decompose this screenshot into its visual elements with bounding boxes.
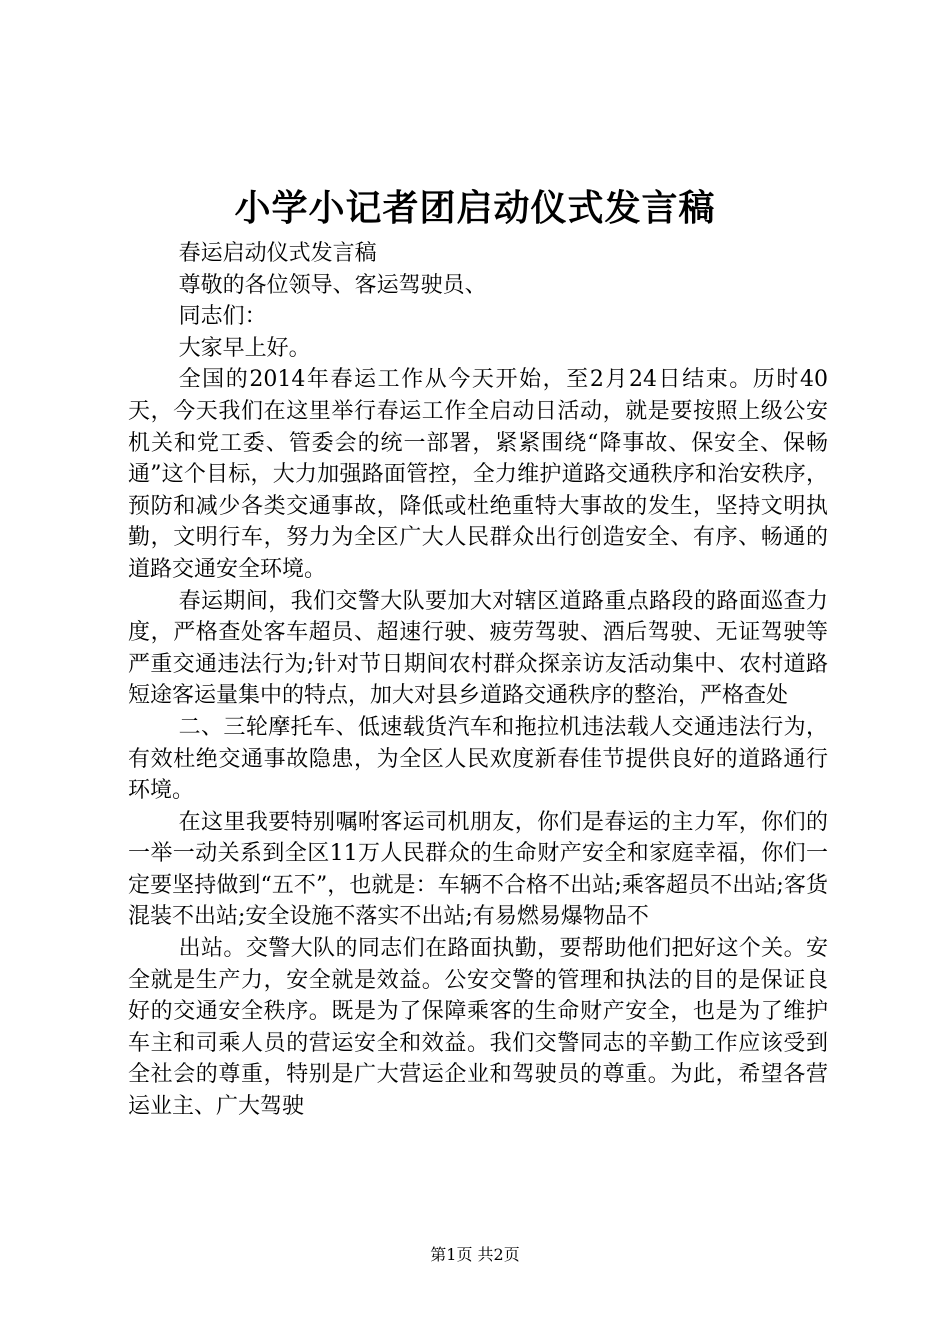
paragraph: 全国的2014年春运工作从今天开始，至2月24日结束。历时40天，今天我们在这里举行春运工作全启动日活动，就是要按照上级公安机关和党工委、管委会的统一部署，紧紧围绕“降事故、保安全、保畅通”这个目标，大力加强路面管控，全力维护道路交通秩序和治安秩序，预防和减少各类交通事故，降低或杜绝重特大事故的发生，坚持文明执勤，文明行车，努力为全区广大人民群众出行创造安全、有序、畅通的道路交通安全环境。 — [128, 367, 828, 582]
document-body — [128, 238, 828, 1123]
paragraph-salutation: 尊敬的各位领导、客运驾驶员、 — [178, 272, 487, 298]
paragraph-greeting: 大家早上好。 — [178, 335, 311, 361]
document-title: 小学小记者团启动仪式发言稿 — [234, 187, 716, 229]
paragraph-heading: 春运启动仪式发言稿 — [178, 241, 377, 266]
page-number-footer: 第1页 共2页 — [430, 1245, 520, 1264]
paragraph: 出站。交警大队的同志们在路面执勤，要帮助他们把好这个关。安全就是生产力，安全就是效益。公安交警的管理和执法的目的是保证良好的交通安全秩序。既是为了保障乘客的生命财产安全，也是为了维护车主和司乘人员的营运安全和效益。我们交警同志的辛勤工作应该受到全社会的尊重，特别是广大营运企业和驾驶员的尊重。为此，希望各营运业主、广大驾驶 — [128, 936, 828, 1120]
paragraph-salutation-2: 同志们： — [178, 304, 267, 330]
paragraph: 二、三轮摩托车、低速载货汽车和拖拉机违法载人交通违法行为，有效杜绝交通事故隐患，为全区人民欢度新春佳节提供良好的道路通行环境。 — [128, 714, 828, 804]
paragraph: 在这里我要特别嘱咐客运司机朋友，你们是春运的主力军，你们的一举一动关系到全区11万人民群众的生命财产安全和家庭幸福，你们一定要坚持做到“五不”，也就是：车辆不合格不出站;乘客超员不出站;客货混装不出站;安全设施不落实不出站;有易燃易爆物品不 — [128, 809, 828, 930]
paragraph: 春运期间，我们交警大队要加大对辖区道路重点路段的路面巡查力度，严格查处客车超员、超速行驶、疲劳驾驶、酒后驾驶、无证驾驶等严重交通违法行为;针对节日期间农村群众探亲访友活动集中、农村道路短途客运量集中的特点，加大对县乡道路交通秩序的整治，严格查处 — [128, 588, 828, 709]
